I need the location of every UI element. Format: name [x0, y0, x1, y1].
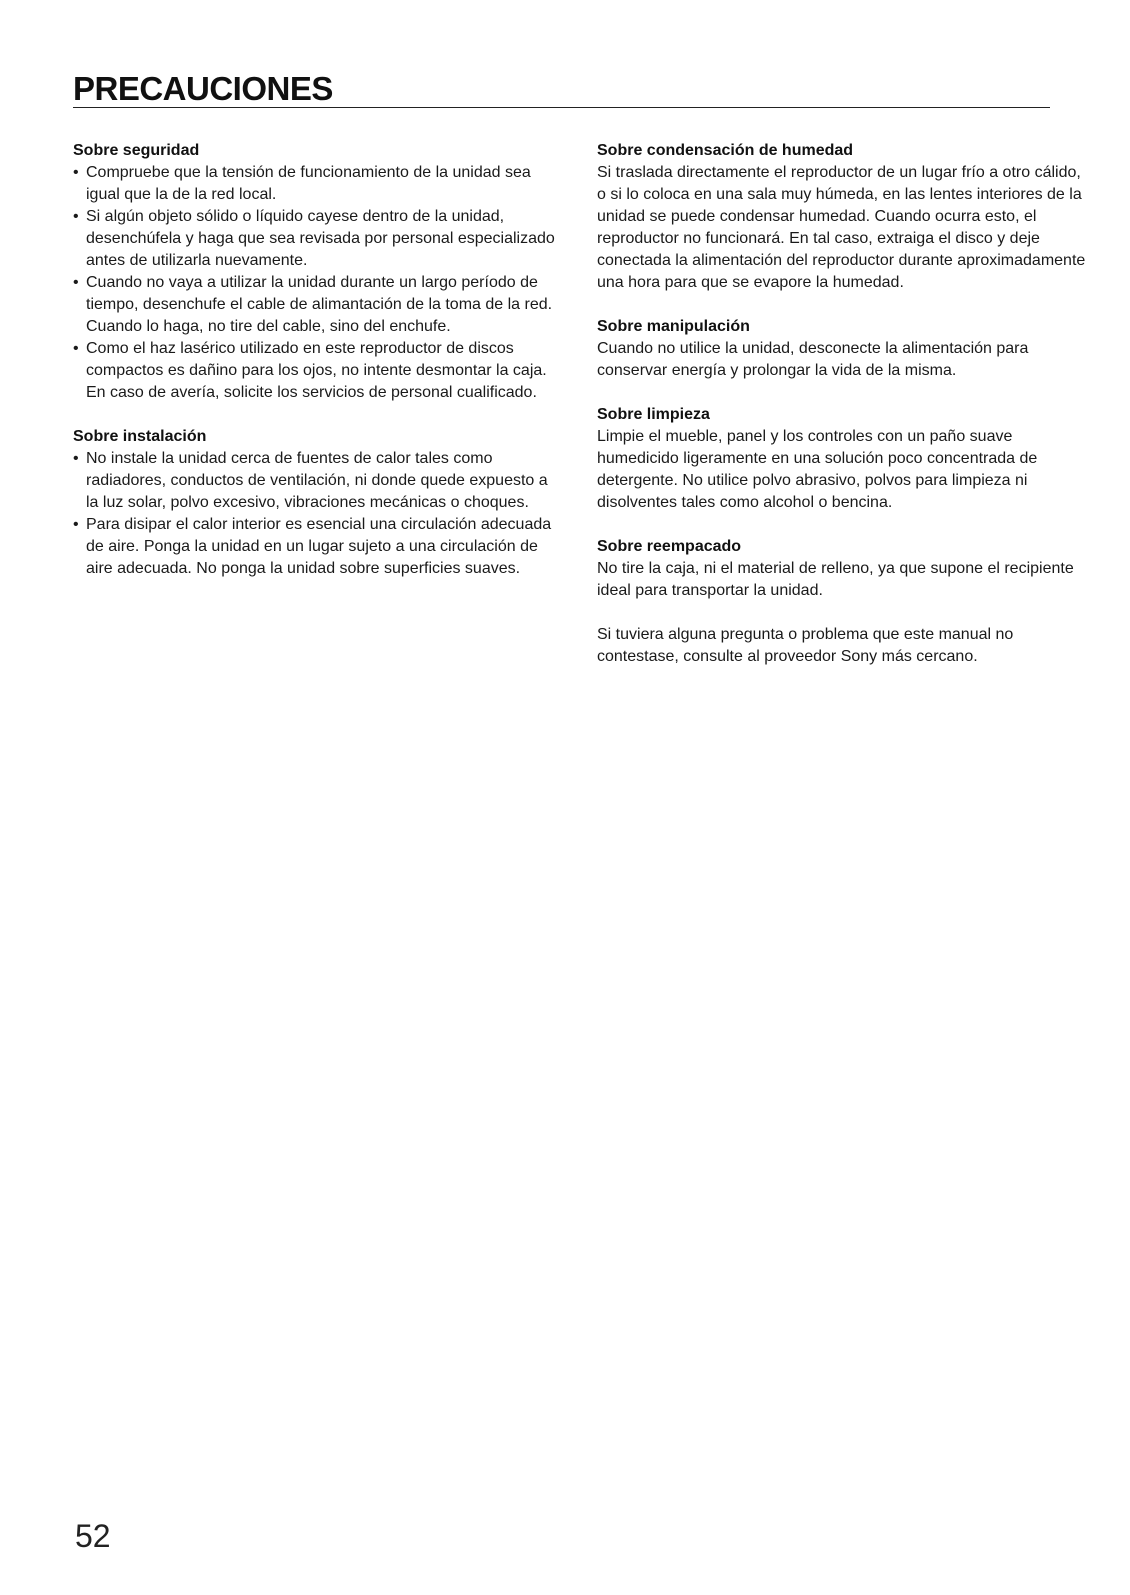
list-item-text: Como el haz lasérico utilizado en este reproductor de discos compactos es dañino para los ojos, no intente desmontar la caja. En caso de avería, solicite los servicios de personal cualificado.	[86, 340, 547, 401]
section-limpieza	[597, 404, 1087, 514]
list-item	[73, 162, 563, 206]
list-item	[73, 514, 563, 580]
section-heading: Sobre condensación de humedad	[597, 142, 854, 159]
list-item-text: Si algún objeto sólido o líquido cayese dentro de la unidad, desenchúfela y haga que sea revisada por personal especializado antes de utilizarla nuevamente.	[86, 208, 555, 269]
bullet-list	[73, 162, 563, 404]
bullet-list	[73, 448, 563, 580]
list-item	[73, 206, 563, 272]
section-heading: Sobre reempacado	[597, 538, 742, 555]
section-text: Limpie el mueble, panel y los controles con un paño suave humedicido ligeramente en una solución poco concentrada de detergente. No utilice polvo abrasivo, polvos para limpieza ni disolventes tales como alcohol o bencina.	[597, 428, 1038, 511]
section-heading: Sobre instalación	[73, 428, 207, 445]
section-seguridad	[73, 140, 563, 404]
bullet-icon: •	[73, 516, 79, 533]
page-number: 52	[75, 1518, 111, 1554]
list-item	[73, 338, 563, 404]
list-item	[73, 448, 563, 514]
list-item-text: No instale la unidad cerca de fuentes de calor tales como radiadores, conductos de ventilación, ni donde quede expuesto a la luz solar, polvo excesivo, vibraciones mecánicas o choques.	[86, 450, 548, 511]
list-item-text: Cuando no vaya a utilizar la unidad durante un largo período de tiempo, desenchufe el cable de alimantación de la toma de la red. Cuando lo haga, no tire del cable, sino del enchufe.	[86, 274, 553, 335]
section-reempacado	[597, 536, 1087, 602]
section-heading: Sobre manipulación	[597, 318, 750, 335]
list-item	[73, 272, 563, 338]
section-heading: Sobre limpieza	[597, 406, 710, 423]
section-text: No tire la caja, ni el material de relleno, ya que supone el recipiente ideal para transportar la unidad.	[597, 560, 1074, 599]
right-column	[597, 140, 1087, 690]
list-item-text: Para disipar el calor interior es esencial una circulación adecuada de aire. Ponga la unidad en un lugar sujeto a una circulación de aire adecuada. No ponga la unidad sobre superficies suaves.	[86, 516, 552, 577]
bullet-icon: •	[73, 274, 79, 291]
section-closing	[597, 624, 1087, 668]
title-divider	[73, 107, 1050, 108]
page-title: PRECAUCIONES	[73, 70, 333, 107]
bullet-icon: •	[73, 450, 79, 467]
section-condensacion	[597, 140, 1087, 294]
left-column	[73, 140, 563, 602]
bullet-icon: •	[73, 208, 79, 225]
bullet-icon: •	[73, 340, 79, 357]
closing-text: Si tuviera alguna pregunta o problema que este manual no contestase, consulte al proveedor Sony más cercano.	[597, 626, 1014, 665]
list-item-text: Compruebe que la tensión de funcionamiento de la unidad sea igual que la de la red local.	[86, 164, 531, 203]
section-text: Si traslada directamente el reproductor de un lugar frío a otro cálido, o si lo coloca en una sala muy húmeda, en las lentes interiores de la unidad se puede condensar humedad. Cuando ocurra esto, el reproductor no funcionará. En tal caso, extraiga el disco y deje conectada la alimentación del reproductor durante aproximadamente una hora para que se evapore la humedad.	[597, 164, 1086, 291]
section-text: Cuando no utilice la unidad, desconecte la alimentación para conservar energía y prolongar la vida de la misma.	[597, 340, 1029, 379]
section-manipulacion	[597, 316, 1087, 382]
section-instalacion	[73, 426, 563, 580]
bullet-icon: •	[73, 164, 79, 181]
section-heading: Sobre seguridad	[73, 142, 200, 159]
